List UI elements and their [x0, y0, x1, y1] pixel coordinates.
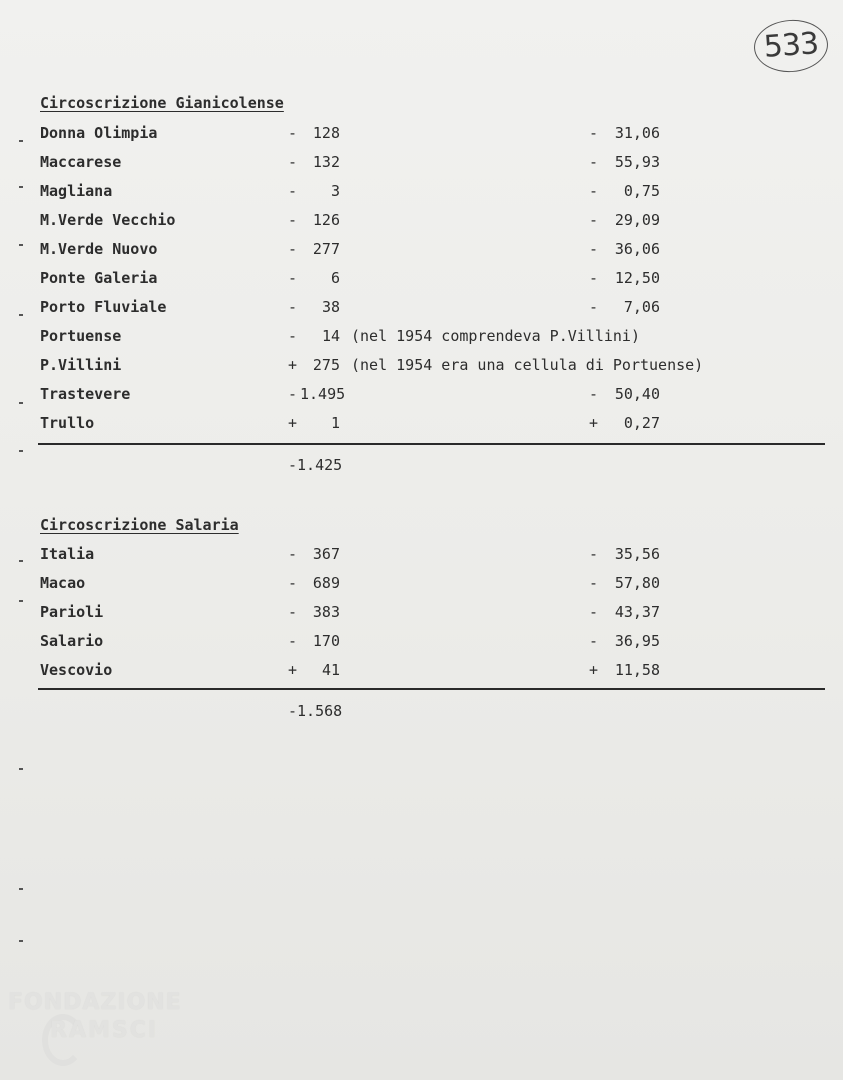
table-row — [0, 570, 843, 596]
percent-value: 11,58 — [614, 661, 660, 679]
district-name: Magliana — [40, 182, 113, 200]
district-name: P.Villini — [40, 356, 122, 374]
percent-value: 29,09 — [614, 211, 660, 229]
change-sign: - — [288, 240, 298, 258]
change-sign: - — [288, 574, 298, 592]
table-row — [0, 120, 843, 146]
change-sign: - — [288, 545, 298, 563]
percent-sign: - — [589, 211, 599, 229]
percent-value: 31,06 — [614, 124, 660, 142]
change-value: 689 — [312, 574, 340, 592]
percent-sign: - — [589, 545, 599, 563]
percent-value: 50,40 — [614, 385, 660, 403]
table-row — [0, 410, 843, 436]
district-name: Portuense — [40, 327, 122, 345]
percent-sign: - — [589, 574, 599, 592]
margin-mark — [19, 244, 23, 246]
percent-sign: - — [589, 603, 599, 621]
district-name: Vescovio — [40, 661, 113, 679]
change-sign: - — [288, 327, 298, 345]
table-row — [0, 657, 843, 683]
watermark-line-2: RAMSCI — [50, 1018, 159, 1043]
percent-sign: - — [589, 240, 599, 258]
margin-mark — [19, 450, 23, 452]
watermark-line-1: FONDAZIONE — [8, 990, 182, 1015]
district-name: Italia — [40, 545, 95, 563]
fondazione-gramsci-watermark — [8, 990, 218, 1070]
table-row — [0, 352, 843, 378]
margin-mark — [19, 560, 23, 562]
change-sign: + — [288, 414, 298, 432]
percent-value: 55,93 — [614, 153, 660, 171]
percent-sign: + — [589, 414, 599, 432]
district-name: Parioli — [40, 603, 104, 621]
district-name: Ponte Galeria — [40, 269, 158, 287]
percent-sign: - — [589, 269, 599, 287]
row-note: (nel 1954 comprendeva P.Villini) — [351, 327, 640, 345]
margin-mark — [19, 140, 23, 142]
percent-value: 36,95 — [614, 632, 660, 650]
change-sign: - — [288, 603, 298, 621]
change-value: 6 — [330, 269, 340, 287]
section-total: -1.568 — [288, 702, 343, 720]
section-title: Circoscrizione Gianicolense — [40, 94, 284, 112]
change-sign: + — [288, 356, 298, 374]
district-name: Salario — [40, 632, 104, 650]
percent-value: 7,06 — [623, 298, 660, 316]
table-row — [0, 207, 843, 233]
page-number-stamp: 533 — [752, 17, 829, 74]
percent-value: 0,27 — [623, 414, 660, 432]
change-sign: - — [288, 385, 298, 403]
percent-value: 35,56 — [614, 545, 660, 563]
section-title: Circoscrizione Salaria — [40, 516, 239, 534]
change-value: 41 — [321, 661, 340, 679]
change-sign: - — [288, 211, 298, 229]
percent-value: 57,80 — [614, 574, 660, 592]
margin-mark — [19, 402, 23, 404]
percent-sign: - — [589, 632, 599, 650]
percent-value: 0,75 — [623, 182, 660, 200]
change-value: 1 — [330, 414, 340, 432]
change-sign: - — [288, 269, 298, 287]
table-row — [0, 628, 843, 654]
total-rule — [38, 443, 825, 445]
table-row — [0, 149, 843, 175]
total-rule — [38, 688, 825, 690]
change-value: 3 — [330, 182, 340, 200]
margin-mark — [19, 940, 23, 942]
change-value: 14 — [321, 327, 340, 345]
change-value: 277 — [312, 240, 340, 258]
change-sign: - — [288, 182, 298, 200]
table-row — [0, 381, 843, 407]
change-sign: - — [288, 153, 298, 171]
table-row — [0, 541, 843, 567]
percent-sign: - — [589, 182, 599, 200]
change-value: 367 — [312, 545, 340, 563]
change-sign: - — [288, 632, 298, 650]
change-value: 128 — [312, 124, 340, 142]
percent-value: 36,06 — [614, 240, 660, 258]
table-row — [0, 265, 843, 291]
table-row — [0, 294, 843, 320]
percent-sign: + — [589, 661, 599, 679]
district-name: Trullo — [40, 414, 95, 432]
row-note: (nel 1954 era una cellula di Portuense) — [351, 356, 704, 374]
table-row — [0, 323, 843, 349]
district-name: Macao — [40, 574, 86, 592]
district-name: Maccarese — [40, 153, 122, 171]
margin-mark — [19, 768, 23, 770]
change-value: 170 — [312, 632, 340, 650]
table-row — [0, 599, 843, 625]
district-name: Trastevere — [40, 385, 131, 403]
percent-sign: - — [589, 385, 599, 403]
table-row — [0, 178, 843, 204]
change-sign: + — [288, 661, 298, 679]
change-value: 275 — [312, 356, 340, 374]
change-value: 132 — [312, 153, 340, 171]
district-name: Donna Olimpia — [40, 124, 158, 142]
margin-mark — [19, 186, 23, 188]
percent-value: 43,37 — [614, 603, 660, 621]
district-name: Porto Fluviale — [40, 298, 167, 316]
change-sign: - — [288, 124, 298, 142]
percent-sign: - — [589, 298, 599, 316]
change-value: 38 — [321, 298, 340, 316]
section-total: -1.425 — [288, 456, 343, 474]
change-sign: - — [288, 298, 298, 316]
percent-sign: - — [589, 153, 599, 171]
district-name: M.Verde Nuovo — [40, 240, 158, 258]
district-name: M.Verde Vecchio — [40, 211, 176, 229]
percent-value: 12,50 — [614, 269, 660, 287]
margin-mark — [19, 314, 23, 316]
change-value: 1.495 — [300, 385, 346, 403]
margin-mark — [19, 888, 23, 890]
change-value: 126 — [312, 211, 340, 229]
percent-sign: - — [589, 124, 599, 142]
table-row — [0, 236, 843, 262]
margin-mark — [19, 600, 23, 602]
change-value: 383 — [312, 603, 340, 621]
